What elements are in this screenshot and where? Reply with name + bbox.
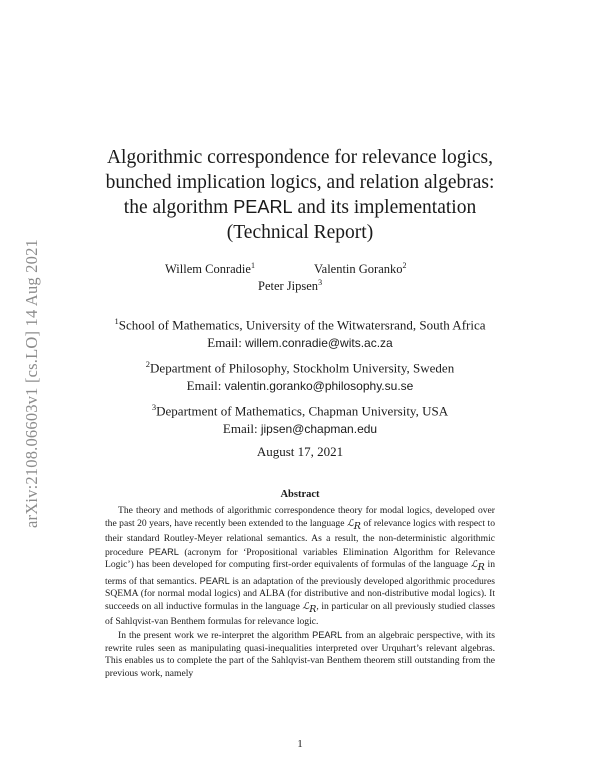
affiliation-2-text: $^2$Department of Philosophy, Stockholm University, Sweden <box>145 359 455 376</box>
affiliation-3 <box>60 399 540 438</box>
author-2: Valentin Goranko$^2$ <box>314 261 407 277</box>
title-line-2: bunched implication logics, and relation algebras: <box>105 171 495 193</box>
email-link-2[interactable]: valentin.goranko@philosophy.su.se <box>224 378 414 393</box>
affiliation-3-email-line: Email: jipsen@chapman.edu <box>222 420 378 436</box>
paper-title <box>60 146 540 245</box>
affiliation-1-text: $^1$School of Mathematics, University of the Witwatersrand, South Africa <box>114 316 486 333</box>
title-line-1: Algorithmic correspondence for relevance logics, <box>106 147 494 168</box>
algorithm-name: PEARL <box>233 197 293 217</box>
title-line-3: the algorithm PEARL and its implementation <box>123 197 477 218</box>
page-number: 1 <box>297 738 303 750</box>
abstract-body <box>105 505 495 680</box>
affiliation-2-email-line: Email: valentin.goranko@philosophy.su.se <box>186 377 414 393</box>
author-3: Peter Jipsen$^3$ <box>258 278 323 294</box>
affiliation-2 <box>60 356 540 395</box>
abstract-paragraph-1: The theory and methods of algorithmic correspondence theory for modal logics, developed over the past 20 years, have recently been extended to the language ℒ$_R$ of relevance logics with respect to their standard Routley-Meyer relational semantics. As a result, the non-deterministic algorithmic procedure PEARL (acronym for ‘Propositional variables Elimination Algorithm for Relevance Logic’) has been developed for computing first-order equivalents of formulas of the language ℒ$_R$ in terms of that semantics. PEARL is an adaptation of the previously developed algorithmic procedures SQEMA (for normal modal logics) and ALBA (for distributive and non-distributive modal logics). It succeeds on all inductive formulas in the language ℒ$_R$, in particular on all previously studied classes of Sahlqvist-van Benthem formulas for relevance logic. <box>105 505 496 628</box>
title-line-4: (Technical Report) <box>226 221 374 243</box>
affiliation-1 <box>60 313 540 352</box>
email-link-1[interactable]: willem.conradie@wits.ac.za <box>245 335 393 350</box>
affiliation-1-email-line: Email: willem.conradie@wits.ac.za <box>207 334 393 350</box>
abstract-heading: Abstract <box>280 489 320 500</box>
author-1: Willem Conradie$^1$ <box>165 261 255 277</box>
affiliation-3-text: $^3$Department of Mathematics, Chapman University, USA <box>151 402 449 419</box>
publication-date: August 17, 2021 <box>256 444 344 459</box>
abstract-paragraph-2: In the present work we re-interpret the algorithm PEARL from an algebraic perspective, with its rewrite rules seen as manipulating quasi-inequalities interpreted over Urquhart’s relevant algebras. This enables us to complete the part of the Sahlqvist-van Benthem theorem still outstanding from the previous work, namely <box>105 630 495 679</box>
arxiv-identifier-stamp: arXiv:2108.06603v1 [cs.LO] 14 Aug 2021 <box>22 239 41 528</box>
email-link-3[interactable]: jipsen@chapman.edu <box>260 421 378 436</box>
